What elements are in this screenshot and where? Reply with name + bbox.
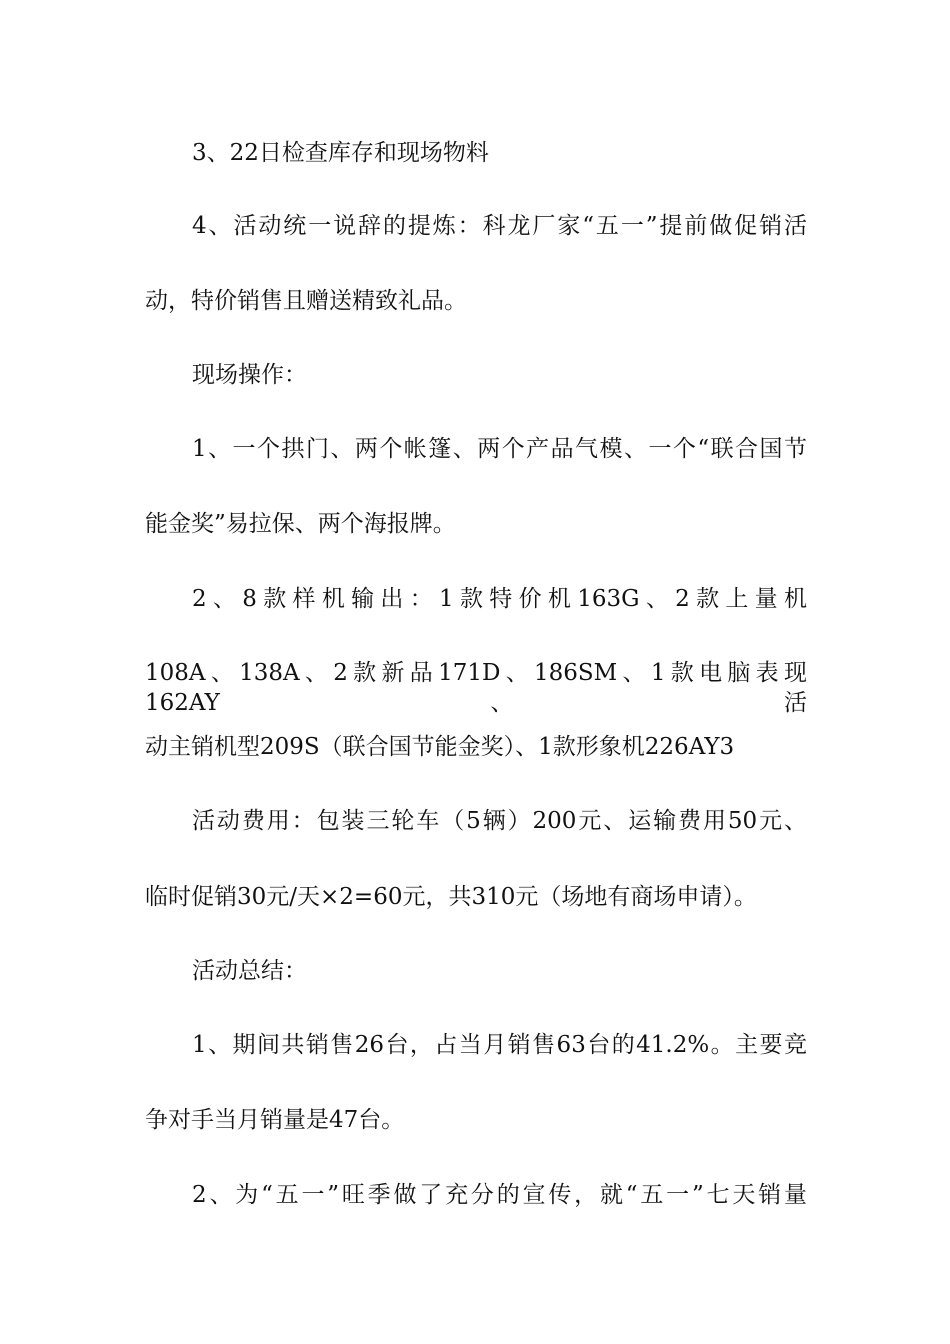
paragraph-line-10: 活动费用：包装三轮车（5辆）200元、运输费用50元、 (192, 808, 807, 834)
paragraph-line-13: 1、期间共销售26台，占当月销售63台的41.2%。主要竞 (192, 1032, 807, 1058)
paragraph-line-1: 3、22日检查库存和现场物料 (192, 140, 489, 166)
paragraph-line-14: 争对手当月销量是47台。 (145, 1107, 405, 1133)
paragraph-line-5: 1、一个拱门、两个帐篷、两个产品气模、一个“联合国节 (192, 436, 807, 462)
paragraph-line-6: 能金奖”易拉保、两个海报牌。 (145, 511, 456, 537)
section-heading-operations: 现场操作： (192, 362, 307, 388)
paragraph-line-7: 2、8款样机输出：1款特价机163G、2款上量机 (192, 586, 807, 612)
paragraph-line-9: 动主销机型209S（联合国节能金奖）、1款形象机226AY3 (145, 734, 735, 760)
paragraph-line-8: 108A、138A、2款新品171D、186SM、1款电脑表现162AY、活 (145, 660, 807, 716)
section-heading-summary: 活动总结： (192, 958, 307, 984)
paragraph-line-2: 4、活动统一说辞的提炼：科龙厂家“五一”提前做促销活 (192, 213, 807, 239)
paragraph-line-3: 动，特价销售且赠送精致礼品。 (145, 288, 467, 314)
paragraph-line-11: 临时促销30元/天×2=60元，共310元（场地有商场申请）。 (145, 884, 757, 910)
paragraph-line-15: 2、为“五一”旺季做了充分的宣传，就“五一”七天销量 (192, 1182, 807, 1208)
